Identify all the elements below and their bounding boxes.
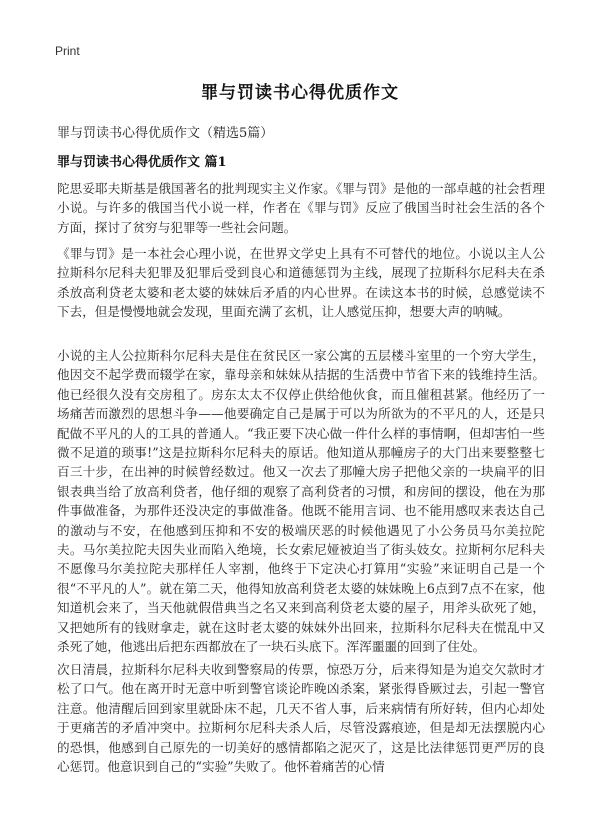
paragraph-2: 《罪与罚》是一本社会心理小说，在世界文学史上具有不可替代的地位。小说以主人公拉斯科尔尼科夫犯罪及犯罪后受到良心和道德惩罚为主线，展现了拉斯科尔尼科夫在杀杀放高利贷老太婆和老太婆的妹妹后矛盾的内心世界。在读这本书的时候，总感觉读不下去，但是慢慢地就会发现，里面充满了玄机，让人感觉压抑，想要大声的呐喊。 bbox=[57, 246, 545, 320]
paragraph-3: 小说的主人公拉斯科尔尼科夫是住在贫民区一家公寓的五层楼斗室里的一个穷大学生，他因交不起学费而辍学在家，靠母亲和妹妹从拮据的生活费中节省下来的钱维持生活。他已经很久没有交房租了。房东太太不仅停止供给他伙食，而且催租甚紧。他经历了一场痛苦而激烈的思想斗争——他要确定自己是属于可以为所欲为的不平凡的人，还是只配做不平凡的人的工具的普通人。“我正要下决心做一件什么样的事情啊，但却害怕一些微不足道的琐事!”这是拉斯科尔尼科夫的原话。他知道从那幢房子的大门出来要整整七百三十步，在出神的时候曾经数过。他又一次去了那幢大房子把他父亲的一块扁平的旧银表典当给了放高利贷者，他仔细的观察了高利贷者的习惯，和房间的摆设，他在为那件事做准备，为那件还没决定的事做准备。他既不能用言词、也不能用感叹来表达自己的激动与不安，在他感到压抑和不安的极端厌恶的时候他遇见了小公务员马尔美拉陀夫。马尔美拉陀夫因失业而陷入绝境，长女索尼娅被迫当了街头妓女。拉斯柯尔尼科夫不愿像马尔美拉陀夫那样任人宰割，他终于下定决心打算用“实验”来证明自己是一个很“不平凡的人”。就在第二天，他得知放高利贷老太婆的妹妹晚上6点到7点不在家，他知道机会来了，当天他就假借典当之名又来到高利贷老太婆的屋子，用斧头砍死了她，又把她所有的钱财拿走，就在这时老太婆的妹妹外出回来，拉斯科尔尼科夫在慌乱中又杀死了她，他逃出后把东西都放在了一块石头底下。浑浑噩噩的回到了住处。 bbox=[57, 348, 545, 655]
document-subtitle: 罪与罚读书心得优质作文（精选5篇） bbox=[57, 126, 274, 141]
section-heading: 罪与罚读书心得优质作文 篇1 bbox=[57, 155, 227, 170]
paragraph-4: 次日清晨，拉斯科尔尼科夫收到警察局的传票，惊恐万分，后来得知是为追交欠款时才松了口气。他在离开时无意中听到警官谈论昨晚凶杀案，紧张得昏厥过去，引起一警官注意。他清醒后回到家里就卧床不起，几天不省人事，后来病情有所好转，但内心却处于更痛苦的矛盾冲突中。拉斯柯尔尼科夫杀人后，尽管没露痕迹，但是却无法摆脱内心的恐惧，他感到自己原先的一切美好的感情都陷之泥灭了，这是比法律惩罚更严厉的良心惩罚。他意识到自己的“实验”失败了。他怀着痛苦的心情 bbox=[57, 662, 545, 775]
paragraph-1: 陀思妥耶夫斯基是俄国著名的批判现实主义作家。《罪与罚》是他的一部卓越的社会哲理小说。与许多的俄国当代小说一样，作者在《罪与罚》反应了俄国当时社会生活的各个方面，探讨了贫穷与犯罪等一些社会问题。 bbox=[57, 181, 545, 235]
print-link[interactable]: Print bbox=[55, 44, 80, 58]
page-title: 罪与罚读书心得优质作文 bbox=[201, 83, 399, 103]
